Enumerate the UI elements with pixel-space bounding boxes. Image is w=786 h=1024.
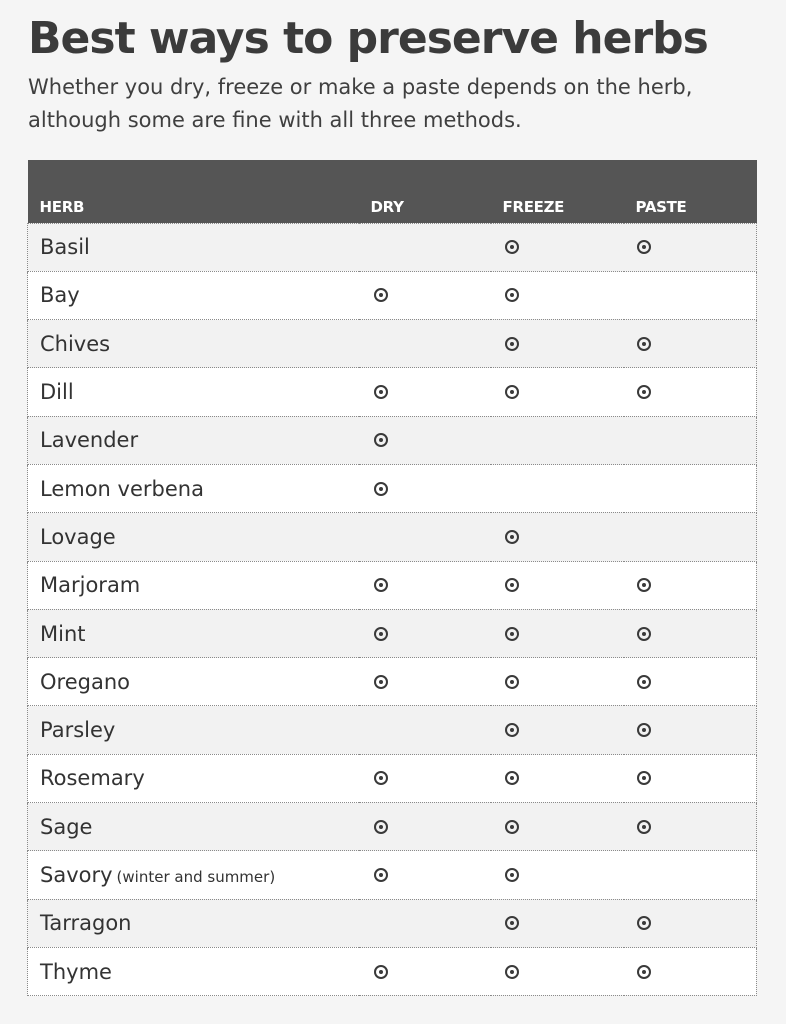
table-row bbox=[28, 513, 757, 561]
freeze-cell bbox=[491, 320, 624, 368]
table-body bbox=[28, 223, 757, 996]
herb-name-cell bbox=[28, 464, 359, 512]
paste-cell bbox=[624, 851, 757, 899]
table-row bbox=[28, 464, 757, 512]
freeze-cell bbox=[491, 851, 624, 899]
dry-cell bbox=[359, 899, 491, 947]
herb-name-cell bbox=[28, 271, 359, 319]
dry-cell bbox=[359, 609, 491, 657]
freeze-cell bbox=[491, 658, 624, 706]
dry-cell bbox=[359, 851, 491, 899]
herb-name: Parsley bbox=[40, 718, 116, 743]
table-row bbox=[28, 609, 757, 657]
bullseye-icon bbox=[505, 385, 519, 399]
dry-cell bbox=[359, 271, 491, 319]
bullseye-icon bbox=[505, 916, 519, 930]
bullseye-icon bbox=[637, 965, 651, 979]
herb-note: (winter and summer) bbox=[116, 868, 276, 886]
bullseye-icon bbox=[637, 771, 651, 785]
bullseye-icon bbox=[505, 288, 519, 302]
table-row bbox=[28, 754, 757, 802]
paste-cell bbox=[624, 368, 757, 416]
herb-name: Sage bbox=[40, 814, 93, 839]
paste-cell bbox=[624, 658, 757, 706]
herb-name-cell bbox=[28, 706, 359, 754]
bullseye-icon bbox=[505, 771, 519, 785]
freeze-cell bbox=[491, 464, 624, 512]
dry-cell bbox=[359, 513, 491, 561]
table-row bbox=[28, 223, 757, 271]
bullseye-icon bbox=[637, 578, 651, 592]
subtitle-line-1: Whether you dry, freeze or make a paste depends on the herb, bbox=[28, 75, 693, 99]
dry-cell bbox=[359, 464, 491, 512]
bullseye-icon bbox=[374, 385, 388, 399]
dry-cell bbox=[359, 803, 491, 851]
table-row bbox=[28, 899, 757, 947]
herb-name: Lovage bbox=[40, 524, 116, 549]
bullseye-icon bbox=[505, 627, 519, 641]
bullseye-icon bbox=[374, 675, 388, 689]
bullseye-icon bbox=[374, 627, 388, 641]
paste-cell bbox=[624, 223, 757, 271]
bullseye-icon bbox=[505, 578, 519, 592]
dry-cell bbox=[359, 947, 491, 995]
freeze-cell bbox=[491, 754, 624, 802]
paste-cell bbox=[624, 464, 757, 512]
herb-name: Chives bbox=[40, 331, 111, 356]
paste-cell bbox=[624, 416, 757, 464]
herb-name: Tarragon bbox=[40, 911, 132, 936]
freeze-cell bbox=[491, 947, 624, 995]
table-header bbox=[28, 160, 757, 223]
dry-cell bbox=[359, 561, 491, 609]
column-header-paste: PASTE bbox=[624, 160, 757, 223]
herb-name-cell bbox=[28, 851, 359, 899]
table-row bbox=[28, 803, 757, 851]
freeze-cell bbox=[491, 609, 624, 657]
herb-name: Rosemary bbox=[40, 766, 145, 791]
herb-name: Oregano bbox=[40, 669, 130, 694]
freeze-cell bbox=[491, 803, 624, 851]
herb-name: Bay bbox=[40, 283, 80, 308]
herb-name: Marjoram bbox=[40, 573, 141, 598]
paste-cell bbox=[624, 561, 757, 609]
herb-preservation-table bbox=[27, 160, 757, 996]
bullseye-icon bbox=[637, 627, 651, 641]
bullseye-icon bbox=[637, 723, 651, 737]
table-row bbox=[28, 368, 757, 416]
paste-cell bbox=[624, 706, 757, 754]
bullseye-icon bbox=[505, 240, 519, 254]
bullseye-icon bbox=[374, 771, 388, 785]
bullseye-icon bbox=[505, 868, 519, 882]
freeze-cell bbox=[491, 416, 624, 464]
table-row bbox=[28, 658, 757, 706]
herb-name-cell bbox=[28, 223, 359, 271]
herb-name-cell bbox=[28, 899, 359, 947]
paste-cell bbox=[624, 609, 757, 657]
paste-cell bbox=[624, 899, 757, 947]
subtitle-line-2: although some are fine with all three methods. bbox=[28, 108, 522, 132]
table-row bbox=[28, 320, 757, 368]
freeze-cell bbox=[491, 513, 624, 561]
herb-name-cell bbox=[28, 416, 359, 464]
table-row bbox=[28, 947, 757, 995]
table-row bbox=[28, 706, 757, 754]
table-header-row bbox=[28, 160, 757, 223]
bullseye-icon bbox=[505, 675, 519, 689]
dry-cell bbox=[359, 658, 491, 706]
herb-name: Thyme bbox=[40, 959, 112, 984]
herb-name-cell bbox=[28, 754, 359, 802]
bullseye-icon bbox=[637, 337, 651, 351]
freeze-cell bbox=[491, 561, 624, 609]
table-row bbox=[28, 271, 757, 319]
freeze-cell bbox=[491, 706, 624, 754]
herb-name-cell bbox=[28, 947, 359, 995]
bullseye-icon bbox=[374, 433, 388, 447]
herb-name-cell bbox=[28, 803, 359, 851]
bullseye-icon bbox=[374, 578, 388, 592]
column-header-freeze: FREEZE bbox=[491, 160, 624, 223]
dry-cell bbox=[359, 368, 491, 416]
herb-name: Mint bbox=[40, 621, 86, 646]
herb-name-cell bbox=[28, 513, 359, 561]
dry-cell bbox=[359, 754, 491, 802]
freeze-cell bbox=[491, 271, 624, 319]
bullseye-icon bbox=[505, 965, 519, 979]
column-header-dry: DRY bbox=[359, 160, 491, 223]
dry-cell bbox=[359, 320, 491, 368]
paste-cell bbox=[624, 947, 757, 995]
bullseye-icon bbox=[374, 868, 388, 882]
table-row bbox=[28, 416, 757, 464]
bullseye-icon bbox=[637, 820, 651, 834]
bullseye-icon bbox=[637, 916, 651, 930]
herb-name: Lavender bbox=[40, 428, 139, 453]
bullseye-icon bbox=[374, 482, 388, 496]
bullseye-icon bbox=[637, 675, 651, 689]
herb-name: Savory bbox=[40, 863, 113, 887]
dry-cell bbox=[359, 223, 491, 271]
herb-name-cell bbox=[28, 320, 359, 368]
paste-cell bbox=[624, 754, 757, 802]
bullseye-icon bbox=[505, 530, 519, 544]
herb-name-cell bbox=[28, 368, 359, 416]
bullseye-icon bbox=[374, 965, 388, 979]
bullseye-icon bbox=[637, 385, 651, 399]
table-row bbox=[28, 561, 757, 609]
table-row bbox=[28, 851, 757, 899]
freeze-cell bbox=[491, 368, 624, 416]
column-header-herb: HERB bbox=[28, 160, 359, 223]
bullseye-icon bbox=[505, 337, 519, 351]
paste-cell bbox=[624, 513, 757, 561]
herb-name-cell bbox=[28, 658, 359, 706]
paste-cell bbox=[624, 803, 757, 851]
herb-name: Lemon verbena bbox=[40, 476, 204, 501]
page-title: Best ways to preserve herbs bbox=[28, 13, 708, 64]
bullseye-icon bbox=[637, 240, 651, 254]
page-subtitle bbox=[28, 71, 768, 137]
paste-cell bbox=[624, 320, 757, 368]
dry-cell bbox=[359, 706, 491, 754]
paste-cell bbox=[624, 271, 757, 319]
bullseye-icon bbox=[505, 723, 519, 737]
herb-name-cell bbox=[28, 561, 359, 609]
freeze-cell bbox=[491, 223, 624, 271]
herb-name-cell bbox=[28, 609, 359, 657]
herb-name: Dill bbox=[40, 380, 74, 405]
dry-cell bbox=[359, 416, 491, 464]
bullseye-icon bbox=[505, 820, 519, 834]
bullseye-icon bbox=[374, 820, 388, 834]
freeze-cell bbox=[491, 899, 624, 947]
bullseye-icon bbox=[374, 288, 388, 302]
herb-name: Basil bbox=[40, 235, 90, 260]
